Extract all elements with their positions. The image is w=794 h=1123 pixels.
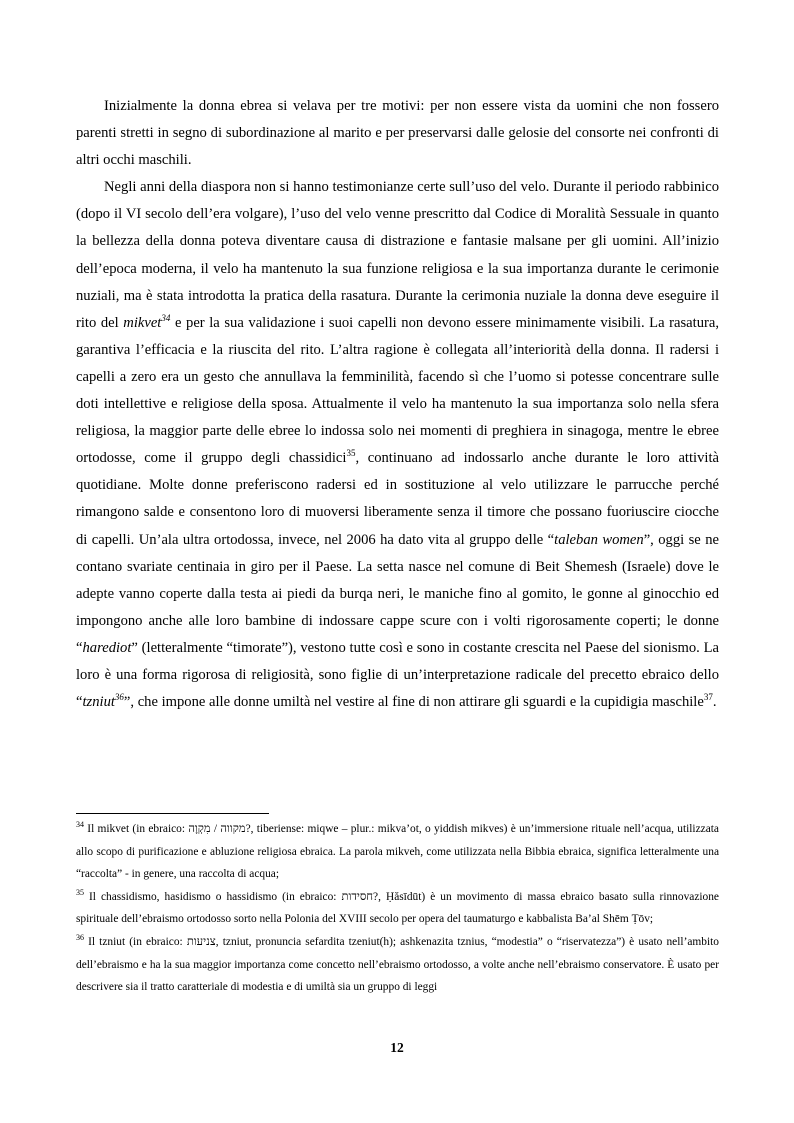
paragraph	[76, 174, 719, 716]
text-run: Il mikvet (in ebraico: מקווה / מִקְוָה?, tiberiense: miqwe – plur.: mikva’ot, o yiddish mikves) è un’immersione rituale nell’acqua, utilizzata allo scopo di purificazione e abluzione religiosa ebraica. La parola mikveh, come utilizzata nella Bibbia ebraica, significa letteralmente una “raccolta” - in genere, una raccolta di acqua;	[76, 823, 719, 881]
text-run: Negli anni della diaspora non si hanno testimonianze certe sull’uso del velo. Durante il periodo rabbinico (dopo il VI secolo dell’era volgare), l’uso del velo venne prescritto dal Codice di Moralità Sessuale in quanto la bellezza della donna poteva diventare causa di distrazione e fantasie malsane per gli uomini. All’inizio dell’epoca moderna, il velo ha mantenuto la sua funzione religiosa e la sua importanza durante le cerimonie nuziali, ma è stata introdotta la pratica della rasatura. Durante la cerimonia nuziale la donna deve eseguire il rito del	[76, 179, 719, 331]
footnote	[76, 886, 719, 931]
text-run: ” (letteralmente “timorate”), vestono tutte così e sono in costante crescita nel Paese del sionismo. La loro è una forma rigorosa di religiosità, sono figlie di un’interpretazione radicale del precetto ebraico dello “	[76, 639, 719, 711]
footnote-separator	[76, 813, 269, 814]
footnote-ref: 36	[114, 692, 124, 703]
footnote	[76, 818, 719, 886]
italic-text: tzniut	[82, 694, 115, 711]
text-run: Il tzniut (in ebraico: צניעות, tzniut, pronuncia sefardita tzeniut(h); ashkenazita tznius, “modestia” o “riservatezza”) è usato nell’ambito dell’ebraismo e ha la sua maggior importanza come concetto nell’ebraismo ortodosso, a volte anche nell’ebraismo conservatore. È usato per descrivere sia il tratto caratteriale di modestia e di umiltà sia un gruppo di leggi	[76, 935, 719, 994]
italic-text: mikvet	[123, 314, 162, 331]
page-number: 12	[390, 1040, 404, 1055]
text-run: ”, oggi se ne contano svariate centinaia in giro per il Paese. La setta nasce nel comune di Beit Shemesh (Israele) dove le adepte vanno coperte dalla testa ai piedi da burqa neri, le maniche fino al gomito, le gonne al ginocchio ed impongono anche alle loro bambine di indossare cappe scure con i volti rigorosamente coperti; le donne “	[76, 531, 719, 656]
footnote-ref: 37	[703, 692, 713, 703]
footnote-ref: 35	[76, 887, 84, 897]
footnote-ref: 36	[76, 933, 84, 943]
footnote-ref: 35	[346, 448, 356, 459]
text-run: , continuano ad indossarlo anche durante le loro attività quotidiane. Molte donne preferiscono radersi ed in sostituzione al velo utilizzare le parrucche perché rimangono salde e consentono loro di muoversi liberamente senza il timore che possano fuoriuscire ciocche di capelli. Un’ala ultra ortodossa, invece, nel 2006 ha dato vita al gruppo delle “	[76, 450, 719, 548]
text-run: e per la sua validazione i suoi capelli non devono essere minimamente visibili. La rasatura, garantiva l’efficacia e la riuscita del rito. L’altra ragione è collegata all’interiorità della donna. Il radersi i capelli a zero era un gesto che annullava la femminilità, facendo sì che l’uomo si potesse concentrare sulle doti intellettive e religiose della sposa. Attualmente il velo ha mantenuto la sua importanza solo nella sfera religiosa, la maggior parte delle ebree lo indossa solo nei momenti di preghiera in sinagoga, mentre le ebree ortodosse, come il gruppo degli chassidici	[76, 314, 719, 467]
footnote-ref: 34	[76, 820, 84, 830]
main-text	[76, 93, 719, 716]
footnote-ref: 34	[161, 312, 171, 323]
footnote-list	[76, 818, 719, 999]
italic-text: harediot	[82, 639, 132, 656]
text-run: Il chassidismo, hasidismo o hassidismo (in ebraico: חסידות?, Ḥăsīdūt) è un movimento di massa ebraico basato sulla rinnovazione spirituale dell’ebraismo ortodosso sorto nella Polonia del XVIII secolo per opera del taumaturgo e kabbalista Ba’al Shēm Ṭōv;	[76, 890, 719, 926]
footnotes	[76, 818, 719, 999]
text-run: ”, che impone alle donne umiltà nel vestire al fine di non attirare gli sguardi e la cupidigia maschile	[123, 694, 704, 711]
paragraphs	[76, 93, 719, 716]
footnote	[76, 931, 719, 999]
text-run: Inizialmente la donna ebrea si velava per tre motivi: per non essere vista da uomini che non fossero parenti stretti in segno di subordinazione al marito e per preservarsi dalle gelosie del consorte nei confronti di altri occhi maschili.	[76, 98, 719, 169]
italic-text: taleban women	[554, 531, 644, 548]
paragraph	[76, 93, 719, 174]
text-run: .	[712, 694, 717, 711]
